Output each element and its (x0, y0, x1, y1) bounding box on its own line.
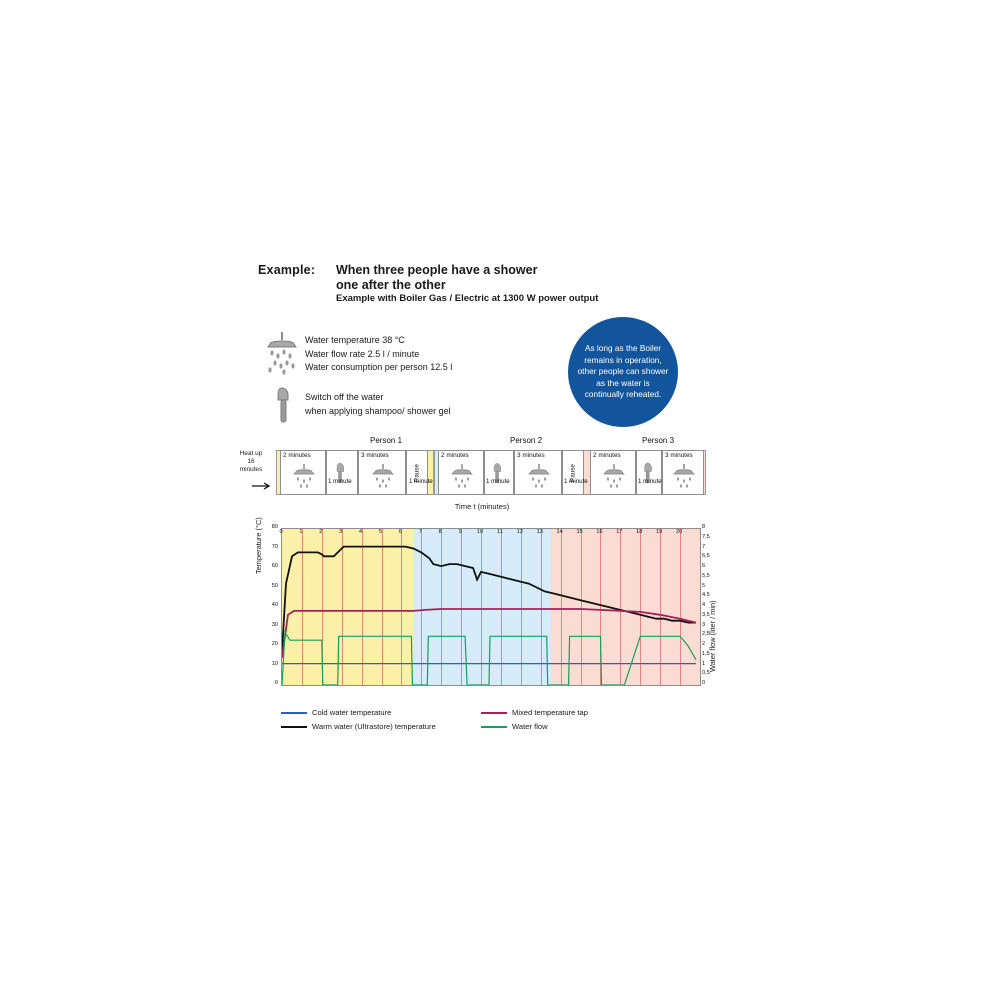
timeline-segment (438, 450, 484, 495)
legend-item-mixed-temp (481, 708, 588, 717)
legend-swatch (481, 726, 507, 728)
chart-ytick-right: 1,5 (702, 650, 710, 657)
chart-xtick: 18 (636, 529, 643, 535)
chart-xtick: 2 (319, 529, 323, 535)
chart (252, 517, 717, 704)
chart-ytick-right: 0,5 (702, 670, 710, 677)
chart-xtick: 17 (616, 529, 623, 535)
chart-xtick: 15 (576, 529, 583, 535)
legend-swatch (481, 712, 507, 714)
chart-ytick-left: 20 (271, 641, 278, 647)
chart-ytick-left: 80 (271, 524, 278, 530)
legend-swatch (281, 726, 307, 728)
shower-icon (515, 461, 563, 493)
chart-xtick: 19 (656, 529, 663, 535)
timeline-pause (562, 450, 584, 495)
chart-ytick-right: 6,5 (702, 553, 710, 560)
timeline-xlabel: Time t (minutes) (454, 502, 510, 511)
timeline-minute-label: 1 minute (409, 478, 433, 485)
timeline-pause (406, 450, 428, 495)
legend-label: Water flow (512, 722, 548, 731)
timeline-minute-label: 1 minute (564, 478, 588, 485)
chart-legend (281, 708, 701, 736)
info-lines: Water temperature 38 °C Water flow rate 2.5 l / minute Water consumption per person 12.5 l (305, 335, 453, 372)
chart-ytick-left: 0 (274, 680, 278, 686)
chart-ytick-left: 30 (271, 621, 278, 628)
legend-label: Mixed temperature tap (512, 708, 588, 717)
shower-icon (359, 461, 407, 493)
timeline (252, 432, 712, 517)
timeline-segment-label: 3 minutes (361, 452, 389, 459)
chart-ytick-right: 3,5 (702, 611, 710, 618)
page-title: When three people have a shower one after the other (336, 263, 538, 292)
chart-ylabel-left: Temperature (°C) (254, 517, 263, 574)
chart-ytick-right: 7 (702, 543, 706, 550)
timeline-minute-label: 1 minute (486, 478, 510, 485)
chart-xtick: 3 (339, 529, 343, 535)
timeline-segment (280, 450, 326, 495)
chart-ytick-right: 2,5 (702, 631, 710, 638)
timeline-person-3: Person 3 (642, 436, 675, 445)
chart-ytick-left: 10 (271, 660, 278, 667)
switch-off-note: Switch off the water when applying shampoo/ shower gel (305, 392, 451, 416)
timeline-segment (358, 450, 406, 495)
chart-xtick: 6 (398, 529, 402, 535)
timeline-segment-pause-short (326, 450, 358, 495)
timeline-pause-label: Pause (569, 463, 577, 482)
chart-ytick-left: 50 (271, 582, 278, 589)
chart-ylabel-right: Water flow (liter / min) (708, 600, 717, 672)
badge-text: As long as the Boiler remains in operation, other people can shower as the water is continually reheated. (577, 343, 669, 400)
chart-ytick-left: 40 (271, 602, 278, 608)
chart-xtick: 0 (279, 529, 283, 535)
example-label: Example: (258, 263, 316, 277)
chart-series-layer (282, 529, 700, 685)
chart-ytick-left: 70 (271, 543, 278, 550)
chart-ytick-right: 2 (702, 641, 706, 647)
shower-icon (439, 461, 485, 493)
timeline-person-2: Person 2 (510, 436, 543, 445)
timeline-segment-label: 2 minutes (593, 452, 621, 459)
chart-xtick: 11 (497, 529, 503, 535)
page-subtitle: Example with Boiler Gas / Electric at 1300 W power output (336, 293, 599, 304)
timeline-minute-label: 1 minute (328, 478, 352, 485)
chart-xtick: 1 (299, 529, 303, 535)
timeline-segment-pause-short (484, 450, 514, 495)
chart-xtick: 12 (516, 529, 523, 535)
handshower-off-icon (272, 386, 298, 424)
legend-label: Cold water temperature (312, 708, 392, 717)
chart-xtick: 14 (556, 529, 563, 535)
chart-ytick-right: 5 (702, 582, 706, 589)
timeline-segment-label: 2 minutes (283, 452, 311, 459)
chart-ytick-right: 4 (702, 602, 706, 608)
chart-ytick-left: 60 (271, 563, 278, 569)
chart-ytick-right: 8 (702, 524, 706, 530)
chart-xtick: 10 (476, 529, 484, 535)
chart-ytick-right: 5,5 (702, 572, 710, 579)
timeline-segment-label: 2 minutes (441, 452, 469, 459)
shower-icon (262, 330, 302, 376)
chart-line-water-flow (282, 632, 696, 685)
chart-xtick: 9 (458, 529, 462, 535)
heat-up-label: Heat up 16 minutes (239, 450, 263, 473)
chart-xtick: 8 (438, 529, 442, 535)
legend-item-water-flow (481, 722, 548, 731)
shower-icon (281, 461, 327, 493)
legend-label: Warm water (Ultrastore) temperature (312, 722, 436, 731)
shower-icon (591, 461, 637, 493)
timeline-segment (514, 450, 562, 495)
timeline-person-1: Person 1 (370, 436, 403, 445)
status-badge (568, 317, 678, 427)
chart-ytick-right: 6 (702, 563, 706, 569)
timeline-minute-label: 1 minute (638, 478, 662, 485)
chart-ytick-right: 3 (702, 621, 706, 628)
timeline-segment (590, 450, 636, 495)
chart-xtick: 20 (675, 529, 683, 535)
chart-ytick-right: 1 (702, 660, 706, 667)
legend-item-warm-water (281, 722, 436, 731)
chart-xtick: 5 (378, 529, 383, 535)
legend-item-cold-water (281, 708, 391, 717)
chart-plot-area (281, 528, 701, 686)
chart-ytick-right: 4,5 (702, 592, 710, 599)
legend-swatch (281, 712, 307, 714)
chart-line-mixed-temperature-tap (282, 609, 696, 658)
timeline-pause-label: Pause (413, 463, 421, 482)
chart-xtick: 7 (418, 529, 422, 535)
chart-xtick: 16 (596, 529, 603, 535)
timeline-segment-label: 3 minutes (665, 452, 693, 459)
timeline-segment-pause-short (636, 450, 662, 495)
shower-icon (663, 461, 705, 493)
chart-xtick: 13 (536, 529, 543, 535)
timeline-segment (662, 450, 704, 495)
chart-xtick: 4 (359, 529, 363, 535)
timeline-segment-label: 3 minutes (517, 452, 545, 459)
chart-ytick-right: 7,5 (702, 533, 710, 540)
chart-ytick-right: 0 (702, 680, 706, 686)
